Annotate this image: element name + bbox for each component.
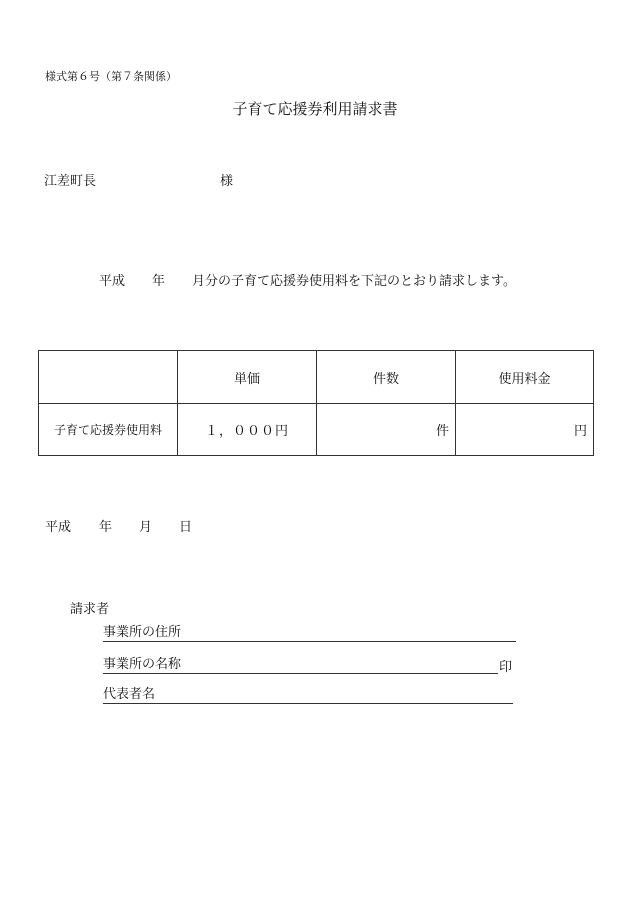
header-cell-blank — [39, 351, 178, 404]
representative-field[interactable] — [103, 686, 513, 704]
claimant-heading: 請求者 — [70, 602, 110, 617]
date-year[interactable]: 年 — [99, 520, 113, 535]
table-row — [39, 404, 594, 456]
business-name-label: 事業所の名称 — [103, 657, 182, 672]
addressee-honorific: 様 — [220, 174, 234, 189]
header-count: 件数 — [317, 351, 456, 404]
item-name-cell: 子育て応援券使用料 — [39, 404, 178, 456]
unit-price-cell: １，０００円 — [178, 404, 317, 456]
statement-year-unit: 年 — [152, 274, 166, 289]
date-day[interactable]: 日 — [179, 520, 193, 535]
count-cell[interactable]: 件 — [317, 404, 456, 456]
business-address-label: 事業所の住所 — [103, 625, 182, 640]
statement-text: 月分の子育て応援券使用料を下記のとおり請求します。 — [192, 274, 516, 289]
representative-label: 代表者名 — [103, 687, 156, 702]
table-header-row — [39, 351, 594, 404]
business-address-field[interactable] — [103, 624, 516, 642]
statement-era: 平成 — [99, 274, 126, 289]
addressee-name: 江差町長 — [44, 174, 97, 189]
date-era: 平成 — [45, 520, 72, 535]
usage-fee-table — [38, 350, 594, 456]
form-number: 様式第６号（第７条関係） — [45, 70, 177, 83]
amount-cell[interactable]: 円 — [456, 404, 594, 456]
business-name-field[interactable] — [103, 656, 498, 674]
header-unit-price: 単価 — [178, 351, 317, 404]
header-usage-fee: 使用料金 — [456, 351, 594, 404]
document-title: 子育て応援券利用請求書 — [232, 100, 398, 118]
seal-mark: 印 — [499, 660, 513, 675]
date-month[interactable]: 月 — [139, 520, 153, 535]
